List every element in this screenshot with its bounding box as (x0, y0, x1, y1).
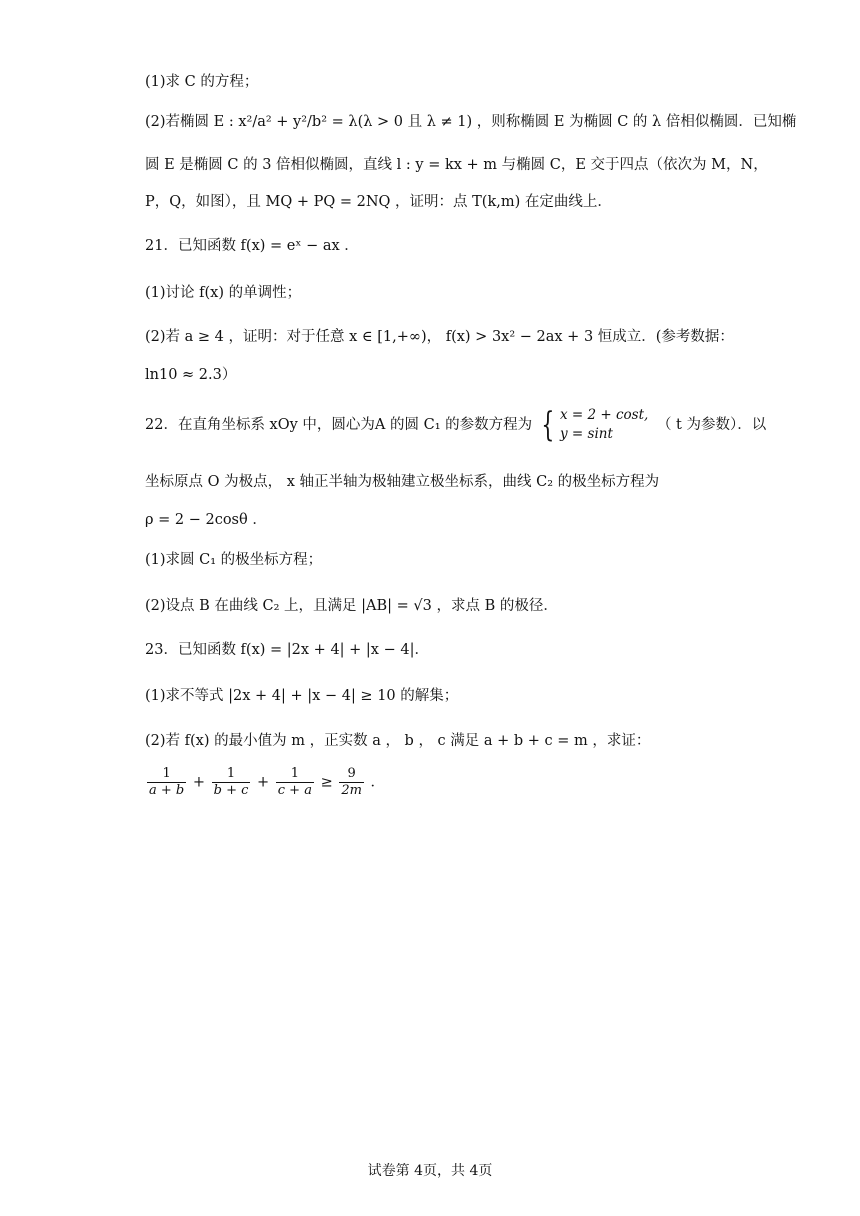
q22-part1: (1)求圆 C₁ 的极坐标方程； (145, 552, 323, 568)
q22-part2: (2)设点 B 在曲线 C₂ 上，且满足 |AB| = √3 ，求点 B 的极径． (145, 598, 558, 614)
q23-inequality (145, 766, 385, 799)
fraction-2-denominator: b + c (213, 783, 249, 798)
fraction-4-denominator: 2m (341, 783, 362, 798)
q22-stem-lead: 22．在直角坐标系 xOy 中，圆心为A 的圆 C₁ 的参数方程为 (145, 417, 533, 433)
q20-part1: (1)求 C 的方程； (145, 74, 259, 90)
operator-1: + (192, 774, 205, 791)
q21-part1: (1)讨论 f(x) 的单调性； (145, 285, 302, 301)
q20-line2: 圆 E 是椭圆 C 的 3 倍相似椭圆，直线 l : y = kx + m 与椭圆 C，E 交于四点（依次为 M，N， (145, 157, 768, 173)
fraction-1 (147, 766, 186, 799)
fraction-4-numerator: 9 (339, 766, 364, 783)
operator-3: ≥ (320, 774, 333, 791)
q20-line3: P，Q，如图），且 MQ + PQ = 2NQ ，证明：点 T(k,m) 在定曲线上． (145, 194, 612, 210)
fraction-4 (339, 766, 364, 799)
fraction-3-numerator: 1 (276, 766, 314, 783)
system-brace: { (541, 405, 555, 445)
q22-stem (145, 406, 766, 444)
fraction-1-numerator: 1 (147, 766, 186, 783)
q22-line2: 坐标原点 O 为极点， x 轴正半轴为极轴建立极坐标系，曲线 C₂ 的极坐标方程为 (145, 474, 660, 490)
q20-part2-tail: ，则称椭圆 E 为椭圆 C 的 λ 倍相似椭圆．已知椭 (476, 114, 797, 130)
operator-2: + (256, 774, 270, 791)
q20-part2-lead: (2)若椭圆 (145, 114, 210, 130)
fraction-1-denominator: a + b (149, 783, 185, 798)
q22-line3: ρ = 2 − 2cosθ ． (145, 512, 267, 528)
q21-part2: (2)若 a ≥ 4 ，证明：对于任意 x ∈ [1,+∞)， f(x) > 3x² − 2ax + 3 恒成立．(参考数据： (145, 329, 734, 345)
q23-part2: (2)若 f(x) 的最小值为 m ，正实数 a ， b ， c 满足 a + b + c = m ，求证： (145, 733, 651, 749)
q21-reference: ln10 ≈ 2.3） (145, 367, 237, 383)
q23-stem: 23．已知函数 f(x) = |2x + 4| + |x − 4|． (145, 642, 429, 658)
q20-part2-equation: E : x²/a² + y²/b² = λ(λ > 0 且 λ ≠ 1) (213, 114, 473, 130)
page-footer: 试卷第 4页，共 4页 (367, 1163, 493, 1179)
q22-stem-tail: （ t 为参数）．以 (656, 417, 767, 433)
q20-part2 (145, 112, 796, 132)
q22-system-eq1: x = 2 + cost, (560, 407, 649, 423)
fraction-2 (212, 766, 251, 799)
q21-stem: 21．已知函数 f(x) = eˣ − ax ． (145, 238, 359, 254)
operator-4: ． (370, 774, 386, 791)
q23-part1: (1)求不等式 |2x + 4| + |x − 4| ≥ 10 的解集； (145, 688, 459, 704)
q22-system-eq2: y = sint (560, 426, 613, 442)
fraction-3-denominator: c + a (277, 783, 312, 798)
q22-parametric-system (560, 406, 648, 444)
fraction-2-numerator: 1 (212, 766, 251, 783)
fraction-3 (276, 766, 314, 799)
